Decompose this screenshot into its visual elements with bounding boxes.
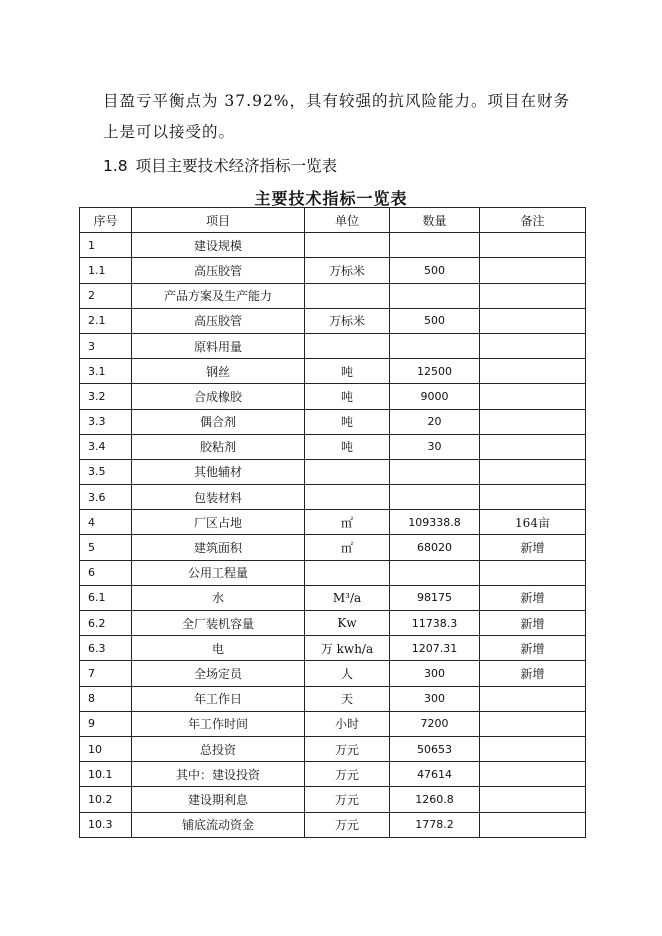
table-title: 主要技术指标一览表 <box>254 189 408 208</box>
cell-note <box>480 787 586 812</box>
cell-quantity <box>390 333 480 358</box>
header-cell-note: 备注 <box>480 208 586 233</box>
cell-unit <box>305 560 390 585</box>
table-row <box>80 812 586 837</box>
table-row <box>80 510 586 535</box>
cell-no: 6 <box>80 560 132 585</box>
cell-note <box>480 409 586 434</box>
table-row <box>80 762 586 787</box>
cell-no: 3.2 <box>80 384 132 409</box>
cell-note <box>480 485 586 510</box>
cell-item: 建设期利息 <box>132 787 305 812</box>
table-row <box>80 485 586 510</box>
cell-unit: 吨 <box>305 409 390 434</box>
table-row <box>80 359 586 384</box>
cell-unit: 吨 <box>305 359 390 384</box>
cell-note: 164亩 <box>480 510 586 535</box>
cell-note <box>480 711 586 736</box>
cell-note <box>480 459 586 484</box>
cell-item: 公用工程量 <box>132 560 305 585</box>
cell-quantity: 50653 <box>390 736 480 761</box>
header-cell-no: 序号 <box>80 208 132 233</box>
cell-no: 3.4 <box>80 434 132 459</box>
cell-note <box>480 233 586 258</box>
cell-note <box>480 283 586 308</box>
table-row <box>80 686 586 711</box>
table-row <box>80 711 586 736</box>
cell-no: 9 <box>80 711 132 736</box>
cell-note <box>480 762 586 787</box>
indicator-table <box>79 207 586 838</box>
cell-quantity <box>390 560 480 585</box>
cell-note <box>480 434 586 459</box>
table-row <box>80 560 586 585</box>
cell-item: 原料用量 <box>132 333 305 358</box>
table-row <box>80 787 586 812</box>
table-row <box>80 434 586 459</box>
cell-item: 偶合剂 <box>132 409 305 434</box>
table-header-row <box>80 208 586 233</box>
cell-note: 新增 <box>480 661 586 686</box>
cell-no: 10.1 <box>80 762 132 787</box>
cell-quantity: 500 <box>390 308 480 333</box>
cell-item: 胶粘剂 <box>132 434 305 459</box>
cell-note <box>480 384 586 409</box>
cell-quantity: 7200 <box>390 711 480 736</box>
cell-note <box>480 736 586 761</box>
cell-no: 6.3 <box>80 636 132 661</box>
cell-quantity: 1778.2 <box>390 812 480 837</box>
table-row <box>80 736 586 761</box>
cell-item: 总投资 <box>132 736 305 761</box>
cell-unit: 万元 <box>305 762 390 787</box>
cell-quantity: 9000 <box>390 384 480 409</box>
cell-item: 包装材料 <box>132 485 305 510</box>
cell-quantity: 109338.8 <box>390 510 480 535</box>
cell-no: 10 <box>80 736 132 761</box>
cell-unit: Kw <box>305 611 390 636</box>
cell-unit <box>305 459 390 484</box>
cell-quantity: 300 <box>390 686 480 711</box>
cell-no: 7 <box>80 661 132 686</box>
cell-item: 年工作时间 <box>132 711 305 736</box>
table-row <box>80 459 586 484</box>
cell-note <box>480 560 586 585</box>
cell-quantity: 98175 <box>390 585 480 610</box>
cell-no: 6.1 <box>80 585 132 610</box>
cell-unit: 人 <box>305 661 390 686</box>
cell-quantity: 12500 <box>390 359 480 384</box>
cell-quantity <box>390 283 480 308</box>
cell-no: 1.1 <box>80 258 132 283</box>
cell-unit: 万标米 <box>305 258 390 283</box>
cell-note: 新增 <box>480 535 586 560</box>
cell-no: 1 <box>80 233 132 258</box>
table-row <box>80 233 586 258</box>
body-paragraph-line-2: 上是可以接受的。 <box>103 123 236 141</box>
cell-no: 3.5 <box>80 459 132 484</box>
cell-item: 其他辅材 <box>132 459 305 484</box>
cell-quantity: 1260.8 <box>390 787 480 812</box>
cell-no: 10.3 <box>80 812 132 837</box>
cell-item: 电 <box>132 636 305 661</box>
cell-quantity: 1207.31 <box>390 636 480 661</box>
cell-item: 铺底流动资金 <box>132 812 305 837</box>
cell-quantity <box>390 459 480 484</box>
cell-item: 合成橡胶 <box>132 384 305 409</box>
table-row <box>80 535 586 560</box>
cell-quantity: 300 <box>390 661 480 686</box>
cell-item: 产品方案及生产能力 <box>132 283 305 308</box>
cell-item: 建筑面积 <box>132 535 305 560</box>
cell-note: 新增 <box>480 636 586 661</box>
cell-no: 3.3 <box>80 409 132 434</box>
cell-unit: ㎡ <box>305 535 390 560</box>
cell-item: 钢丝 <box>132 359 305 384</box>
cell-note <box>480 812 586 837</box>
cell-note: 新增 <box>480 611 586 636</box>
table-row <box>80 611 586 636</box>
cell-item: 全厂装机容量 <box>132 611 305 636</box>
cell-note <box>480 333 586 358</box>
section-heading-text: 项目主要技术经济指标一览表 <box>135 157 338 175</box>
cell-unit: 吨 <box>305 384 390 409</box>
cell-note <box>480 308 586 333</box>
table-row <box>80 585 586 610</box>
table-row <box>80 384 586 409</box>
cell-unit: 万元 <box>305 736 390 761</box>
cell-unit: 万标米 <box>305 308 390 333</box>
cell-no: 3.6 <box>80 485 132 510</box>
cell-no: 3.1 <box>80 359 132 384</box>
cell-note: 新增 <box>480 585 586 610</box>
cell-unit: 天 <box>305 686 390 711</box>
cell-unit <box>305 333 390 358</box>
cell-note <box>480 686 586 711</box>
body-paragraph-line-1: 目盈亏平衡点为 37.92%，具有较强的抗风险能力。项目在财务 <box>103 92 571 110</box>
cell-unit: 万元 <box>305 787 390 812</box>
table-row <box>80 661 586 686</box>
cell-item: 年工作日 <box>132 686 305 711</box>
cell-unit <box>305 233 390 258</box>
cell-quantity: 47614 <box>390 762 480 787</box>
cell-no: 4 <box>80 510 132 535</box>
cell-no: 5 <box>80 535 132 560</box>
cell-no: 3 <box>80 333 132 358</box>
cell-quantity: 500 <box>390 258 480 283</box>
cell-note <box>480 359 586 384</box>
cell-item: 全场定员 <box>132 661 305 686</box>
cell-unit: 万 kwh/a <box>305 636 390 661</box>
cell-quantity <box>390 233 480 258</box>
cell-no: 10.2 <box>80 787 132 812</box>
cell-quantity: 20 <box>390 409 480 434</box>
header-cell-unit: 单位 <box>305 208 390 233</box>
table-row <box>80 409 586 434</box>
cell-unit <box>305 485 390 510</box>
cell-quantity: 30 <box>390 434 480 459</box>
cell-unit: 吨 <box>305 434 390 459</box>
header-cell-quantity: 数量 <box>390 208 480 233</box>
table-row <box>80 308 586 333</box>
cell-no: 8 <box>80 686 132 711</box>
cell-unit: ㎡ <box>305 510 390 535</box>
cell-quantity: 68020 <box>390 535 480 560</box>
cell-quantity: 11738.3 <box>390 611 480 636</box>
cell-unit: 万元 <box>305 812 390 837</box>
table-row <box>80 333 586 358</box>
cell-item: 建设规模 <box>132 233 305 258</box>
header-cell-item: 项目 <box>132 208 305 233</box>
cell-no: 2 <box>80 283 132 308</box>
cell-item: 其中：建设投资 <box>132 762 305 787</box>
cell-quantity <box>390 485 480 510</box>
table-row <box>80 636 586 661</box>
cell-item: 高压胶管 <box>132 258 305 283</box>
cell-item: 水 <box>132 585 305 610</box>
table-row <box>80 258 586 283</box>
cell-no: 2.1 <box>80 308 132 333</box>
section-number: 1.8 <box>103 157 128 175</box>
cell-item: 高压胶管 <box>132 308 305 333</box>
cell-no: 6.2 <box>80 611 132 636</box>
table-row <box>80 283 586 308</box>
cell-unit: 小时 <box>305 711 390 736</box>
cell-note <box>480 258 586 283</box>
cell-unit <box>305 283 390 308</box>
cell-unit: M³/a <box>305 585 390 610</box>
cell-item: 厂区占地 <box>132 510 305 535</box>
section-heading <box>103 154 337 176</box>
